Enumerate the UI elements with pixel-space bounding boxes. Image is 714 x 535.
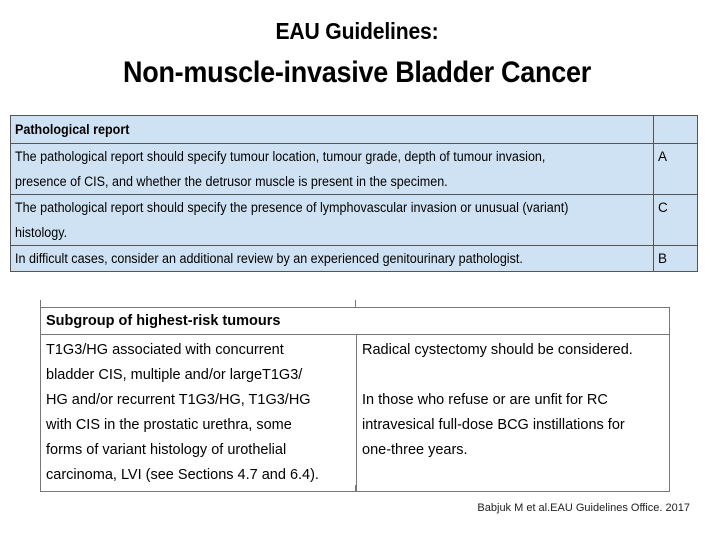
table-edge [355, 300, 356, 307]
recommendation-cell: Radical cystectomy should be considered. In those who refuse or are unfit for RC intravesical full-dose BCG instillations for one-three years. [357, 335, 670, 492]
header-cell-grade [654, 116, 698, 144]
table-edge [40, 485, 41, 491]
recommendation-cell: The pathological report should specify tumour location, tumour grade, depth of tumour invasion, presence of CIS, and whether the detrusor muscle is present in the specimen. [11, 144, 654, 195]
table-row [11, 144, 698, 195]
table-edge [355, 485, 356, 491]
citation: Babjuk M et al.EAU Guidelines Office. 2017 [477, 502, 690, 514]
header-cell: Subgroup of highest-risk tumours [41, 308, 670, 335]
table-edge [40, 300, 41, 307]
header-cell-label: Pathological report [11, 116, 654, 144]
recommendation-cell: In difficult cases, consider an additional review by an experienced genitourinary pathologist. [11, 246, 654, 272]
highest-risk-table [40, 307, 670, 492]
table-header-row [41, 308, 670, 335]
table-row [11, 195, 698, 246]
recommendation-cell: The pathological report should specify the presence of lymphovascular invasion or unusual (variant) histology. [11, 195, 654, 246]
table-header-row [11, 116, 698, 144]
pathological-report-table [10, 115, 698, 272]
grade-cell: C [654, 195, 698, 246]
slide-title: EAU Guidelines: [275, 18, 439, 44]
table-row [41, 335, 670, 492]
grade-cell: A [654, 144, 698, 195]
table-row [11, 246, 698, 272]
grade-cell: B [654, 246, 698, 272]
slide-subtitle: Non-muscle-invasive Bladder Cancer [123, 56, 592, 89]
subgroup-cell: T1G3/HG associated with concurrent bladder CIS, multiple and/or largeT1G3/ HG and/or recurrent T1G3/HG, T1G3/HG with CIS in the prostatic urethra, some forms of variant histology of urothelial carcinoma, LVI (see Sections 4.7 and 6.4). [41, 335, 357, 492]
